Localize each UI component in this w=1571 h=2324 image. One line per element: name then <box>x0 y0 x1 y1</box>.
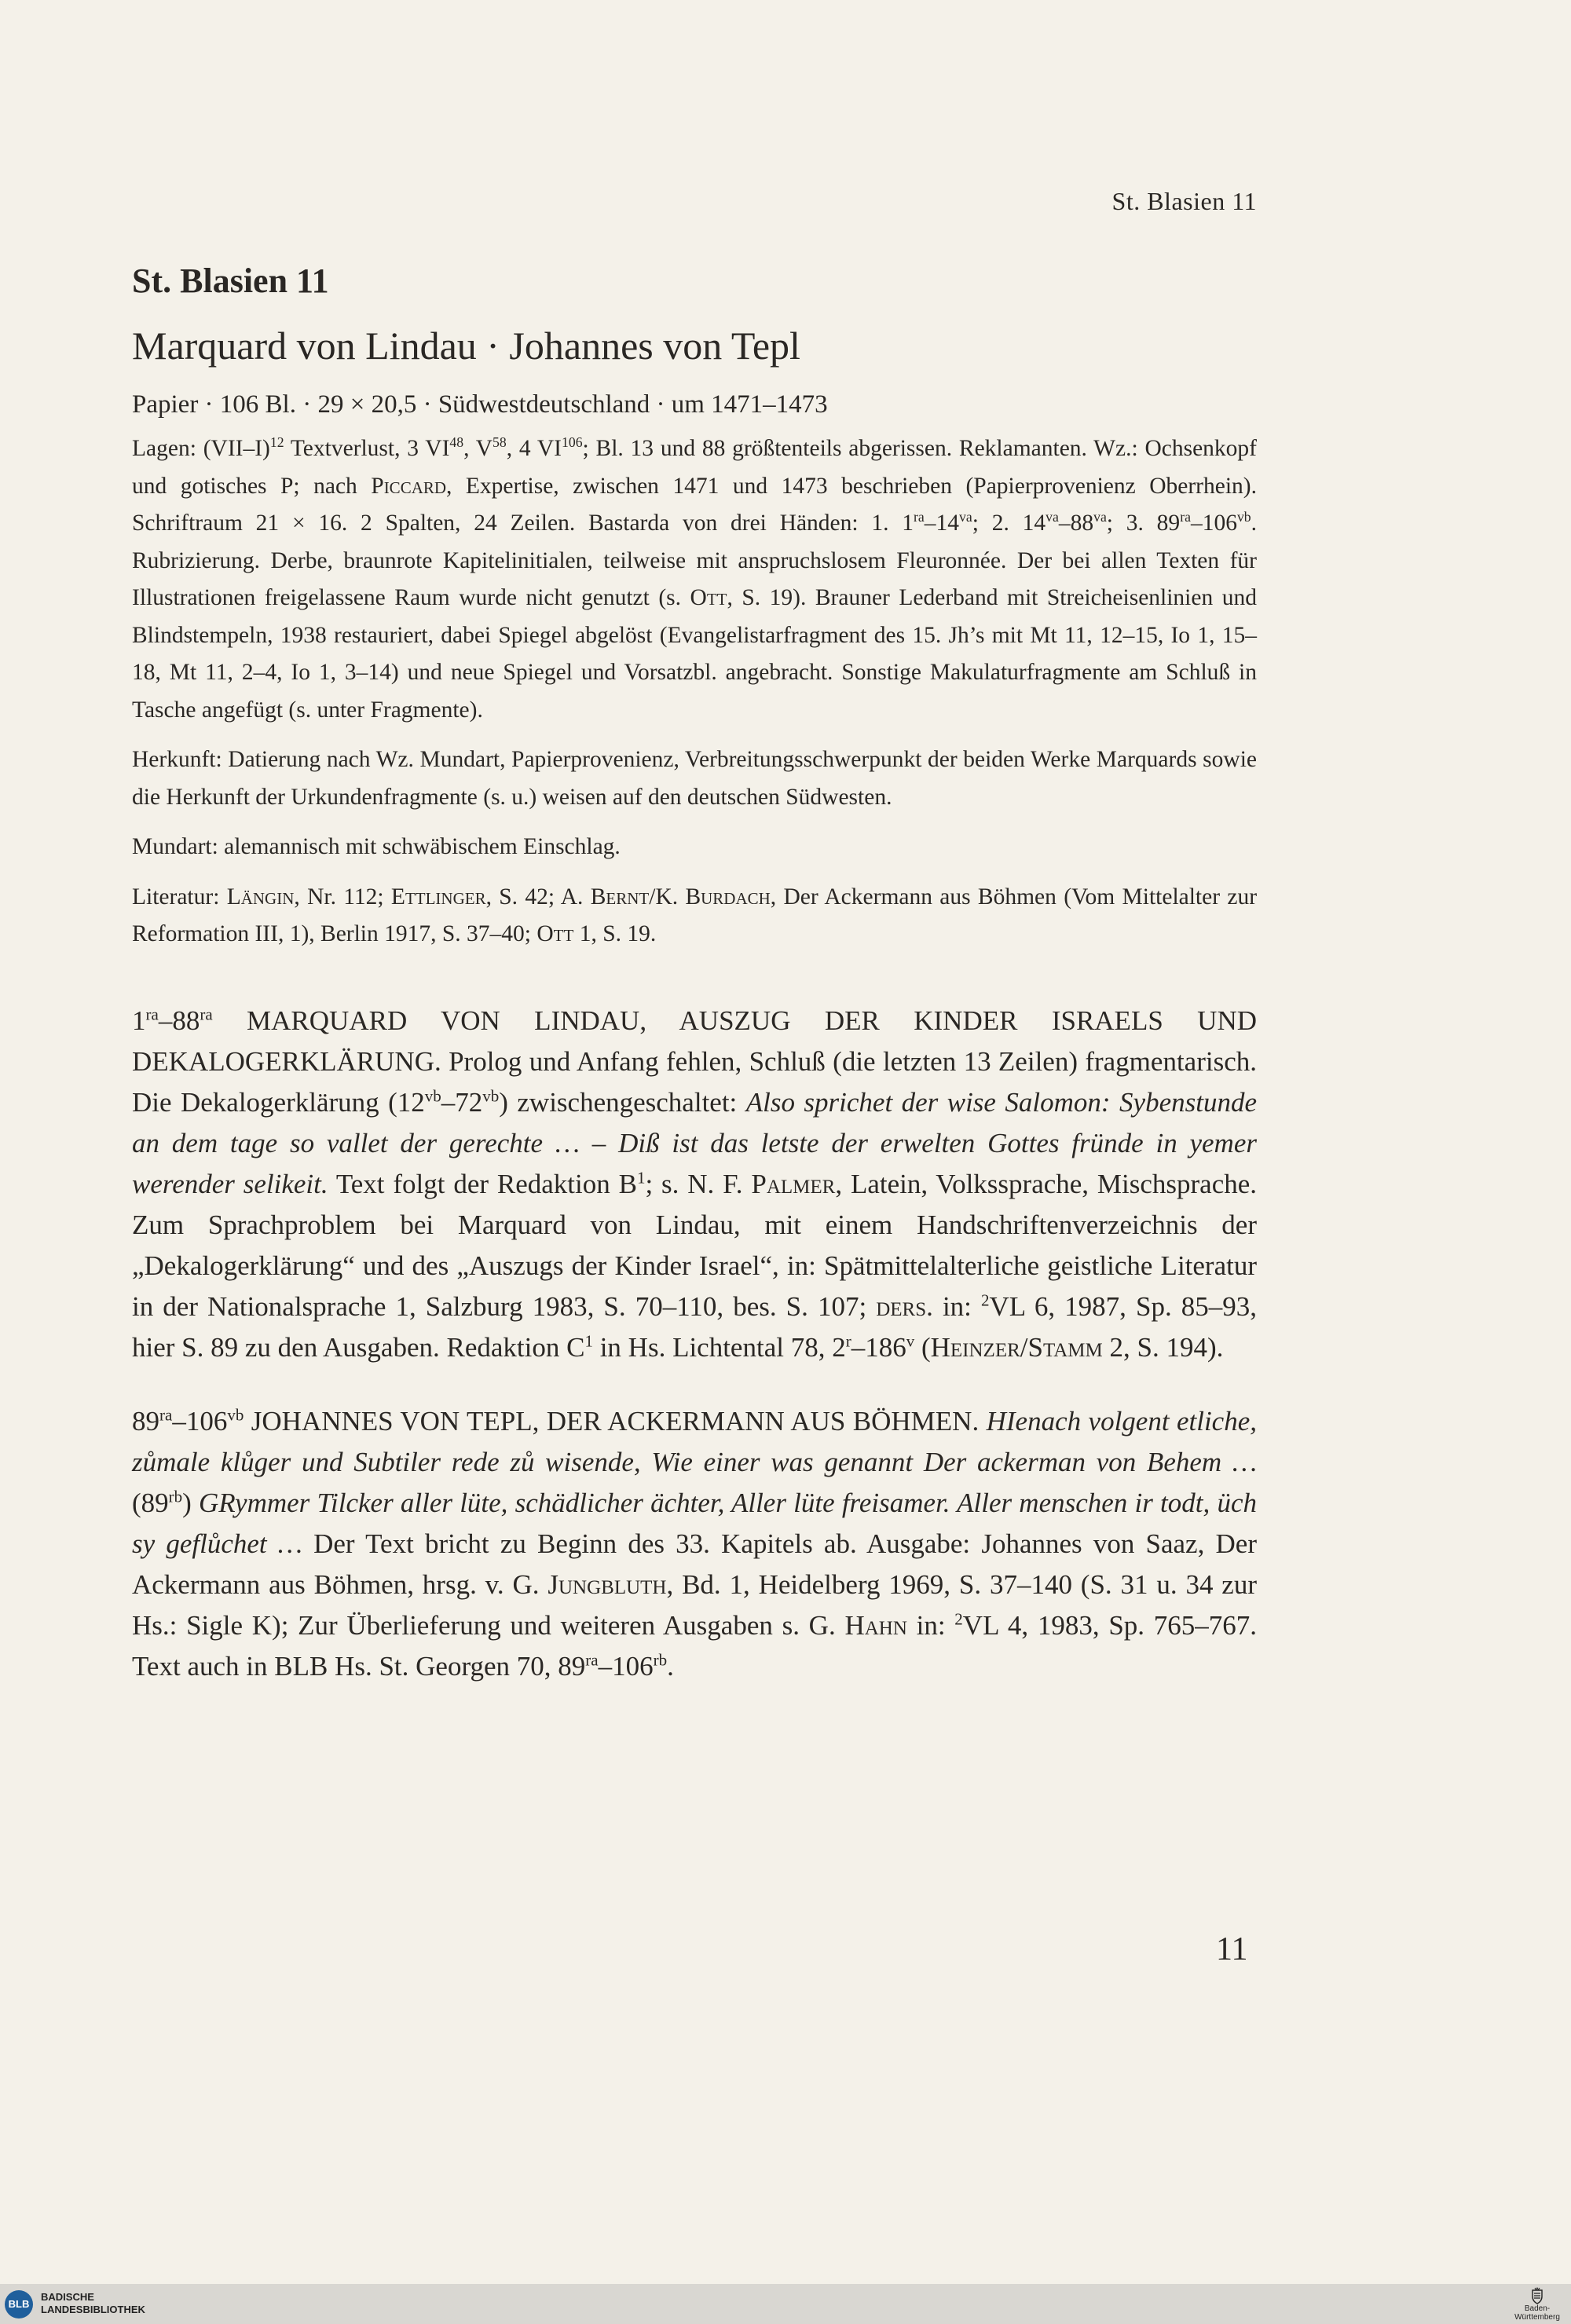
manuscript-title: Marquard von Lindau · Johannes von Tepl <box>132 324 800 368</box>
incipit: Also sprichet der wise Salomon: Sybenstunde an dem tage so vallet der gerechte … <box>132 1086 1257 1158</box>
library-name: BADISCHE LANDESBIBLIOTHEK <box>41 2291 145 2315</box>
content-entry-tepl: $89^{ra}-106^{vb}$ JOHANNES VON TEPL, DER ACKERMANN AUS BÖHMEN. HIenach volgent etliche, zůmale klůger und Subtiler rede zů wisende, Wie einer was genannt Der ackerman von Behem … $(89^{rb})$ GRymmer Tilcker aller lüte, schädlicher ächter, Aller lüte freisamer. Aller menschen ir todt, üch sy geflůchet … Der Text bricht zu Beginn des 33. Kapitels ab. Ausgabe: Johannes von Saaz, Der Ackermann aus Böhmen, hrsg. v. G. Jungbluth, Bd. 1, Heidelberg 1969, S. 37–140 (S. 31 u. 34 zur Hs.: Sigle K); Zur Überlieferung und weiteren Ausgaben s. G. Hahn in: $^2$VL 4, 1983, Sp. 765–767. Text auch in BLB Hs. St. Georgen 70, $89^{ra}-106^{rb}$. <box>132 1404 1258 1682</box>
work-title: MARQUARD VON LINDAU, AUSZUG DER KINDER ISRAELS UND DEKALOGERKLÄRUNG <box>132 1005 1257 1077</box>
physical-description-line: Papier · 106 Bl. · 29 × 20,5 · Südwestdeutschland · um 1471–1473 <box>132 390 828 419</box>
footer-bar <box>0 2284 1571 2324</box>
folio-range: $89^{ra}-106^{vb}$ <box>132 1404 244 1436</box>
crest-icon <box>1531 2287 1544 2304</box>
text-opening: GRymmer Tilcker aller lüte, schädlicher ächter, Aller lüte freisamer. Aller menschen ir todt, üch sy geflůchet … <box>132 1487 1257 1559</box>
blb-logo-icon[interactable]: BLB <box>5 2290 33 2319</box>
folio-range: $1^{ra}-88^{ra}$ <box>132 1004 213 1036</box>
running-head: St. Blasien 11 <box>1111 187 1257 215</box>
catalog-entry <box>132 259 1257 1687</box>
provenance-paragraph: Herkunft: Datierung nach Wz. Mundart, Papierprovenienz, Verbreitungsschwerpunkt der beiden Werke Marquards sowie die Herkunft der Urkundenfragmente (s. u.) weisen auf den deutschen Südwesten. <box>132 747 1257 810</box>
contents-section <box>132 1001 1257 1687</box>
incipit: HIenach volgent etliche, zůmale klůger und Subtiler rede zů wisende, Wie einer was genannt Der ackerman von Behem … <box>132 1405 1257 1477</box>
explicit: Diß ist das letste der erwelten Gottes fründe in yemer werender selikeit. <box>132 1127 1257 1199</box>
bw-label: Baden-Württemberg <box>1514 2304 1560 2322</box>
dialect-paragraph: Mundart: alemannisch mit schwäbischem Einschlag. <box>132 834 621 859</box>
work-title: JOHANNES VON TEPL, DER ACKERMANN AUS BÖHMEN <box>244 1405 972 1436</box>
shelfmark-heading: St. Blasien 11 <box>132 262 329 300</box>
content-entry-marquard: $1^{ra}-88^{ra}$ MARQUARD VON LINDAU, AUSZUG DER KINDER ISRAELS UND DEKALOGERKLÄRUNG. Prolog und Anfang fehlen, Schluß (die letzten 13 Zeilen) fragmentarisch. Die Dekalogerklärung $(12^{vb}-72^{vb})$ zwischengeschaltet: Also sprichet der wise Salomon: Sybenstunde an dem tage so vallet der gerechte … – Diß ist das letste der erwelten Gottes fründe in yemer werender selikeit. Text folgt der Redaktion $B^1$; s. N. F. Palmer, Latein, Volkssprache, Mischsprache. Zum Sprachproblem bei Marquard von Lindau, mit einem Handschriftenverzeichnis der „Dekalogerklärung“ und des „Auszugs der Kinder Israel“, in: Spätmittelalterliche geistliche Literatur in der Nationalsprache 1, Salzburg 1983, S. 70–110, bes. S. 107; ders. in: $^2$VL 6, 1987, Sp. 85–93, hier S. 89 zu den Ausgaben. Redaktion $C^1$ in Hs. Lichtental 78, 2$^r$–186$^v$ (Heinzer/Stamm 2, S. 194). <box>132 1004 1258 1363</box>
codicological-description: Lagen: $(VII-I)^{12}$ Textverlust, 3 VI$^{48}$, $V^{58}$, 4 VI$^{106}$; Bl. 13 und 88 größtenteils abgerissen. Reklamanten. Wz.: Ochsenkopf und gotisches P; nach Piccard, Expertise, zwischen 1471 und 1473 beschrieben (Papierprovenienz Oberrhein). Schriftraum 21 × 16. 2 Spalten, 24 Zeilen. Bastarda von drei Händen: 1. $1^{ra}-14^{va}$; 2. $14^{va}-88^{va}$; 3. $89^{ra}-106^{vb}$. Rubrizierung. Derbe, braunrote Kapitelinitialen, teilweise mit anspruchslosem Fleuronnée. Der bei allen Texten für Illustrationen freigelassene Raum wurde nicht genutzt (s. Ott, S. 19). Brauner Lederband mit Streicheisenlinien und Blindstempeln, 1938 restauriert, dabei Spiegel abgelöst (Evangelistarfragment des 15. Jh’s mit Mt 11, 12–15, Io 1, 15–18, Mt 11, 2–4, Io 1, 3–14) und neue Spiegel und Vorsatzbl. angebracht. Sonstige Makulaturfragmente am Schluß in Tasche angefügt (s. unter Fragmente). <box>132 434 1258 723</box>
literature-paragraph: Literatur: Längin, Nr. 112; Ettlinger, S. 42; A. Bernt/K. Burdach, Der Ackermann aus Böhmen (Vom Mittelalter zur Reformation III, 1), Berlin 1917, S. 37–40; Ott 1, S. 19. <box>132 884 1258 946</box>
page-number: 11 <box>1216 1931 1248 1967</box>
baden-wuerttemberg-logo <box>1510 2287 1565 2322</box>
